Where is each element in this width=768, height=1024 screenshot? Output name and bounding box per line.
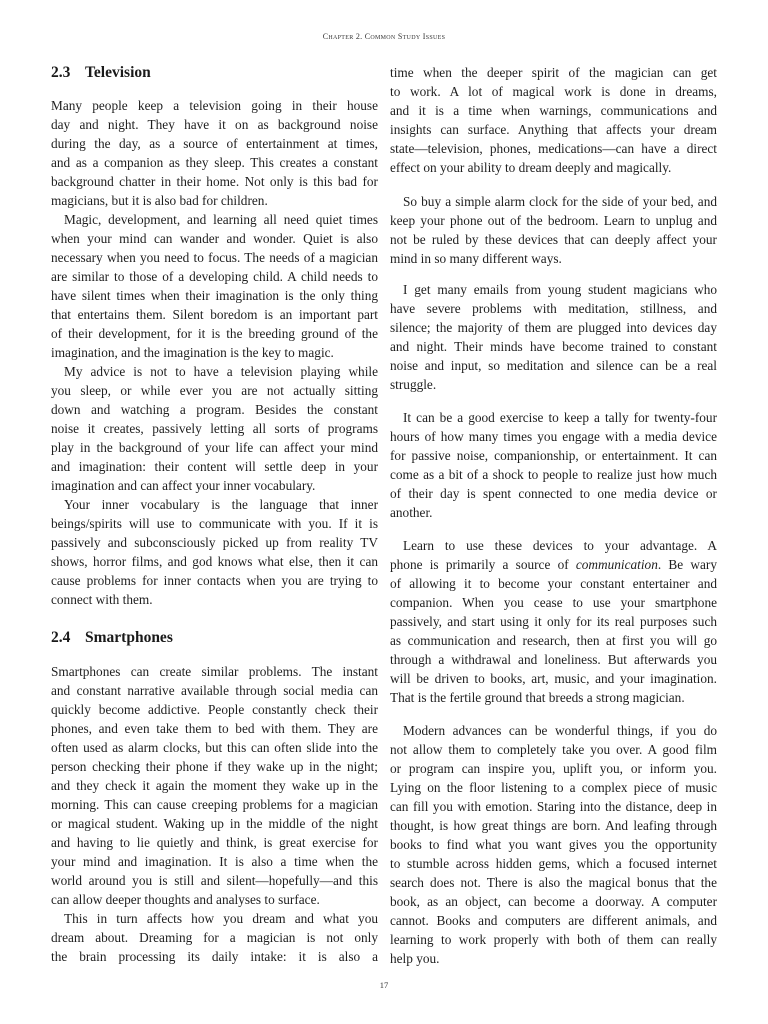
text-segment: phone is primarily a source of: [390, 556, 576, 572]
text-line: Magic, development, and learning all need quiet times: [64, 211, 378, 227]
text-line: to work. A lot of magical work is done in dreams,: [390, 83, 717, 99]
text-line: and they check it again the moment they wake up in the: [51, 777, 378, 793]
text-line: necessary when you need to focus. The needs of a magician: [51, 249, 378, 265]
text-line: silence; the majority of them are plugged into devices day: [390, 319, 717, 335]
text-line: will be driven to books, art, music, and your imagination.: [390, 670, 717, 686]
text-line: and imagination: their content will settle deep in your: [51, 458, 378, 474]
section-heading: [51, 63, 378, 82]
text-line: during the day, as a source of entertainment at times,: [51, 135, 378, 151]
text-line: I get many emails from young student magicians who: [403, 281, 717, 297]
text-line: So buy a simple alarm clock for the side of your bed, and: [403, 193, 717, 209]
text-line: state—television, phones, medications—can have a direct: [390, 140, 717, 156]
paragraph: [390, 63, 717, 177]
section-title: Smartphones: [85, 628, 173, 646]
text-line: and night. Their minds have become trained to constant: [390, 338, 717, 354]
section-title: Television: [85, 63, 151, 81]
text-line: through a withdrawal and loneliness. But afterwards you: [390, 651, 717, 667]
text-line: for passive noise, companionship, or entertainment. It can: [390, 447, 717, 463]
text-line: world around you is still and silent—hopefully—and this: [51, 872, 378, 888]
text-line: phones, and even take them to bed with them. They are: [51, 720, 378, 736]
text-line: or program can inspire you, uplift you, or inform you.: [390, 760, 717, 776]
text-line: cause problems for inner contacts when you are trying to: [51, 572, 378, 588]
text-line: noise it creates, passively letting all sorts of programs: [51, 420, 378, 436]
text-line: are similar to those of a developing child. A child needs to: [51, 268, 378, 284]
section-number: 2.3: [51, 63, 71, 81]
text-line: mind in so many different ways.: [390, 250, 562, 266]
text-line: insights can surface. Anything that affects your dream: [390, 121, 717, 137]
text-line: can fill you with emotion. Staring into the distance, deep in: [390, 798, 717, 814]
paragraph: [51, 96, 378, 210]
text-line: quickly become addictive. People constantly check their: [51, 701, 378, 717]
text-line: not be ruled by these devices that can deeply affect your: [390, 231, 717, 247]
text-line: when your mind can wander and wonder. Quiet is also: [51, 230, 378, 246]
text-line: as communication and research, then at first you will go: [390, 632, 717, 648]
text-line: and having to lie quietly and think, is great exercise for: [51, 834, 378, 850]
text-line: Lying on the floor listening to a complex piece of music: [390, 779, 717, 795]
text-line: passively and subconsciously picked up from reality TV: [51, 534, 378, 550]
section-heading: [51, 628, 378, 647]
text-line: or magical student. Waking up in the middle of the night: [51, 815, 378, 831]
section-number: 2.4: [51, 628, 71, 646]
text-line: It can be a good exercise to keep a tally for twenty-four: [403, 409, 717, 425]
text-line: and as a companion as they sleep. This creates a constant: [51, 154, 378, 170]
paragraph: [390, 280, 717, 394]
text-line: down and watching a program. Besides the constant: [51, 401, 378, 417]
text-line: to stumble across hidden gems, which a focused internet: [390, 855, 717, 871]
text-line: effect on your ability to dream deeply and magically.: [390, 159, 672, 175]
text-line: struggle.: [390, 376, 437, 392]
text-line: morning. This can cause creeping problems for a magician: [51, 796, 378, 812]
text-line: of their day is spent connected to one media device or: [390, 485, 717, 501]
text-line: This in turn affects how you dream and what you: [64, 910, 378, 926]
paragraph: [390, 721, 717, 968]
text-line: often used as alarm clocks, but this can often slide into the: [51, 739, 378, 755]
text-line: cannot. Books and computers are different animals, and: [390, 912, 717, 928]
text-line: thought, is how great things are born. And leafing through: [390, 817, 717, 833]
text-line: keep your phone out of the bedroom. Learn to unplug and: [390, 212, 717, 228]
text-line: not allow them to completely take you over. A good film: [390, 741, 717, 757]
text-line: passively, and start using it only for its real purposes such: [390, 613, 717, 629]
running-head: Chapter 2. Common Study Issues: [322, 32, 446, 41]
page-number: 17: [379, 980, 389, 990]
text-line: help you.: [390, 950, 440, 966]
text-line: of their development, for it is the breeding ground of the: [51, 325, 378, 341]
text-line: of allowing it to become your constant entertainer and: [390, 575, 717, 591]
text-line: beings/spirits will use to communicate with you. If it is: [51, 515, 378, 531]
text-line: your mind and imagination. It is also a time when the: [51, 853, 378, 869]
text-segment: . Be wary: [657, 556, 717, 572]
text-line: Learn to use these devices to your advantage. A: [403, 537, 717, 553]
text-line: magicians, but it is also bad for children.: [51, 192, 268, 208]
paragraph: [51, 495, 378, 609]
text-line: and it is a time when warnings, communications and: [390, 102, 717, 118]
paragraph: [390, 536, 717, 707]
text-line: day and night. They have it on as background noise: [51, 116, 378, 132]
text-line: noise and input, so meditation and silence can be a real: [390, 357, 717, 373]
text-line: play in the background of your life can affect your mind: [51, 439, 378, 455]
text-line: the brain processing its daily intake: it is also a: [51, 948, 378, 964]
paragraph: [51, 909, 378, 966]
text-line: person checking their phone if they wake up in the night;: [51, 758, 378, 774]
paragraph: [390, 408, 717, 522]
text-line: search does not. There is also the magical bonus that the: [390, 874, 717, 890]
paragraph: [390, 192, 717, 268]
text-line: companion. When you cease to use your smartphone: [390, 594, 717, 610]
text-line: you sleep, or while ever you are not actually sitting: [51, 382, 378, 398]
text-line: My advice is not to have a television playing while: [64, 363, 378, 379]
text-line: time when the deeper spirit of the magician can get: [390, 64, 717, 80]
text-line: and constant narrative available through social media can: [51, 682, 378, 698]
paragraph: [51, 662, 378, 909]
text-line: hours of how many times you engage with a media device: [390, 428, 717, 444]
text-line: come as a bit of a shock to people to realize just how much: [390, 466, 717, 482]
text-line: Modern advances can be wonderful things, if you do: [403, 722, 717, 738]
text-line: imagination, and the imagination is the key to magic.: [51, 344, 334, 360]
text-line: learning to work properly with both of them can really: [390, 931, 717, 947]
text-line: Your inner vocabulary is the language that inner: [64, 496, 378, 512]
text-line: book, as an object, can become a doorway. A computer: [390, 893, 717, 909]
text-line: can allow deeper thoughts and analyses to surface.: [51, 891, 320, 907]
text-line: another.: [390, 504, 433, 520]
text-line: connect with them.: [51, 591, 153, 607]
paragraph: [51, 362, 378, 495]
text-line: books to find what you want gives you the opportunity: [390, 836, 717, 852]
text-line: Smartphones can create similar problems. The instant: [51, 663, 378, 679]
text-line: have severe problems with meditation, stillness, and: [390, 300, 717, 316]
paragraph: [51, 210, 378, 362]
text-line: dream about. Dreaming for a magician is not only: [51, 929, 378, 945]
text-line: That is the fertile ground that breeds a strong magician.: [390, 689, 685, 705]
text-line: that entertains them. Silent boredom is an important part: [51, 306, 378, 322]
emphasized-text: communication: [575, 556, 658, 572]
text-line: imagination and can affect your inner vocabulary.: [51, 477, 316, 493]
text-line: background chatter in their home. Not only is this bad for: [51, 173, 378, 189]
text-line: have silent times when their imagination is the only thing: [51, 287, 378, 303]
text-line: [390, 555, 717, 574]
text-line: shows, horror films, and god knows what else, then it can: [51, 553, 378, 569]
text-line: Many people keep a television going in their house: [51, 97, 378, 113]
